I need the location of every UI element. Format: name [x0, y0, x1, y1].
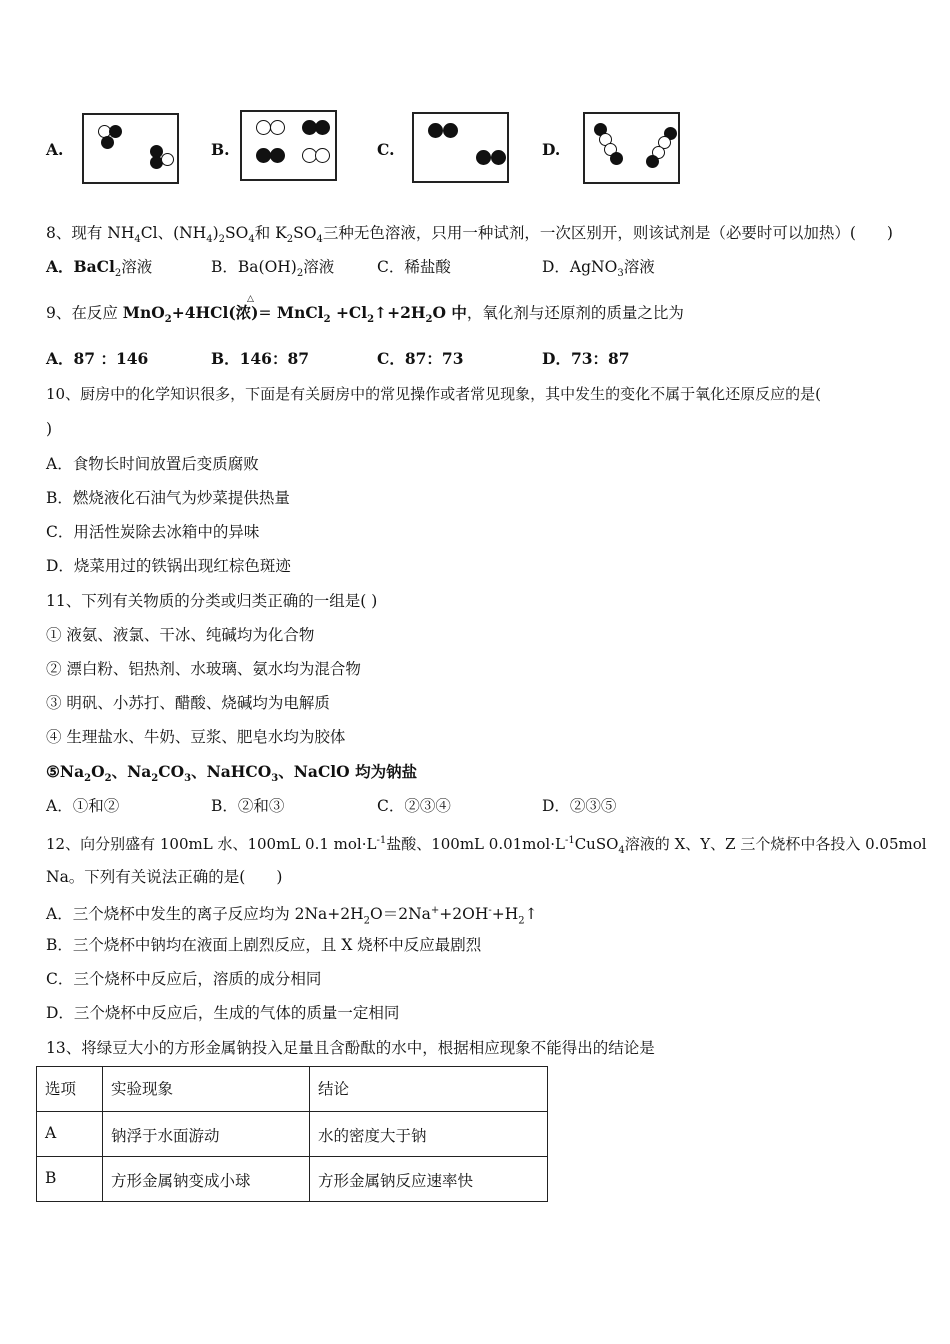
table-cell: B	[37, 1157, 103, 1202]
q9-option-d: D．73：87	[542, 349, 630, 368]
header-phenomenon: 实验现象	[103, 1067, 310, 1112]
q10-option-b: B．燃烧液化石油气为炒菜提供热量	[46, 489, 290, 507]
table-cell: 钠浮于水面游动	[103, 1112, 310, 1157]
q11-option-a: A．①和②	[46, 797, 120, 815]
black-atom	[315, 120, 330, 135]
table-header-row	[37, 1067, 548, 1112]
table-row	[37, 1157, 548, 1202]
q7-option-b-label: B.	[211, 140, 230, 159]
table-cell: A	[37, 1112, 103, 1157]
q11-item-4: ④ 生理盐水、牛奶、豆浆、肥皂水均为胶体	[46, 728, 346, 746]
header-option: 选项	[37, 1067, 103, 1112]
q9-equals-sign: =	[258, 304, 272, 322]
white-atom	[161, 153, 174, 166]
q11-option-d: D．②③⑤	[542, 797, 617, 815]
black-atom	[646, 155, 659, 168]
q9-option-c: C．87：73	[377, 349, 464, 368]
black-atom	[101, 136, 114, 149]
q11-stem: 11、下列有关物质的分类或归类正确的一组是( )	[46, 592, 378, 610]
black-atom	[610, 152, 623, 165]
white-atom	[256, 120, 271, 135]
q10-option-c: C．用活性炭除去冰箱中的异味	[46, 523, 260, 541]
q9-option-b: B．146：87	[211, 349, 310, 368]
q12-option-c: C．三个烧杯中反应后，溶质的成分相同	[46, 970, 322, 988]
white-atom	[270, 120, 285, 135]
black-atom	[476, 150, 491, 165]
q7-diagram-c	[412, 112, 509, 183]
q8-option-c: C．稀盐酸	[377, 258, 451, 276]
q12-stem-line2: Na。下列有关说法正确的是( )	[46, 868, 283, 886]
q10-option-a: A．食物长时间放置后变质腐败	[46, 455, 259, 473]
black-atom	[428, 123, 443, 138]
q7-diagram-a	[82, 113, 179, 184]
q7-option-d-label: D.	[542, 140, 561, 159]
q7-diagram-d	[583, 112, 680, 184]
q11-option-c: C．②③④	[377, 797, 451, 815]
black-atom	[256, 148, 271, 163]
q10-option-d: D．烧菜用过的铁锅出现红棕色斑迹	[46, 557, 291, 575]
q8-option-a: A．BaCl$_2$溶液	[46, 257, 153, 280]
q7-diagram-b	[240, 110, 337, 181]
q7-option-c-label: C.	[377, 140, 395, 159]
q8-option-b: B．$Ba(OH)_2$溶液	[211, 258, 335, 280]
q9-stem: 9、在反应 MnO$_2$+4HCl(浓)= MnCl$_2$ $+Cl_2↑+2H_2O$ 中，氧化剂与还原剂的质量之比为	[46, 303, 684, 326]
q13-table	[36, 1066, 548, 1202]
q9-option-a: A．87 ：146	[46, 349, 149, 368]
q11-option-b: B．②和③	[211, 797, 285, 815]
q11-item-1: ① 液氨、液氯、干冰、纯碱均为化合物	[46, 626, 315, 644]
q13-stem: 13、将绿豆大小的方形金属钠投入足量且含酚酞的水中，根据相应现象不能得出的结论是	[46, 1039, 655, 1057]
table-cell: 水的密度大于钠	[310, 1112, 548, 1157]
black-atom	[270, 148, 285, 163]
header-conclusion: 结论	[310, 1067, 548, 1112]
q11-item-2: ② 漂白粉、铝热剂、水玻璃、氨水均为混合物	[46, 660, 361, 678]
q12-option-a: A．三个烧杯中发生的离子反应均为 $2Na+2H_2O=2Na^++2OH^-+H_2↑$	[46, 905, 538, 927]
q10-stem-line1: 10、厨房中的化学知识很多，下面是有关厨房中的常见操作或者常见现象，其中发生的变化不属于氧化还原反应的是(	[46, 385, 821, 403]
q10-stem-line2: )	[46, 420, 53, 438]
black-atom	[443, 123, 458, 138]
q9-heating-mark: △	[247, 294, 254, 304]
q12-option-b: B．三个烧杯中钠均在液面上剧烈反应，且 X 烧杯中反应最剧烈	[46, 936, 482, 954]
black-atom	[491, 150, 506, 165]
q8-option-d: D．AgNO$_3$溶液	[542, 258, 655, 280]
q7-option-a-label: A.	[46, 140, 64, 159]
q12-option-d: D．三个烧杯中反应后，生成的气体的质量一定相同	[46, 1004, 400, 1022]
q12-stem-line1: 12、向分别盛有 100mL 水、100mL 0.1 $mol\cdot L^{-1}$盐酸、100mL $0.01mol\cdot L^{-1}CuSO_4$溶液的 X、Y、Z 三个烧杯中各投入 0.05mol	[46, 835, 927, 856]
table-row	[37, 1112, 548, 1157]
table-cell: 方形金属钠变成小球	[103, 1157, 310, 1202]
q11-item-3: ③ 明矾、小苏打、醋酸、烧碱均为电解质	[46, 694, 330, 712]
table-cell: 方形金属钠反应速率快	[310, 1157, 548, 1202]
q11-item-5: $⑤Na_2O_2$、$Na_2CO_3$、NaHCO$_3$、NaClO 均为钠盐	[46, 762, 418, 785]
white-atom	[315, 148, 330, 163]
q8-stem: 8、现有 $NH_4Cl$、$(NH_4)_2SO_4$和 $K_2SO_4$三种无色溶液，只用一种试剂，一次区别开，则该试剂是（必要时可以加热）( )	[46, 224, 893, 246]
